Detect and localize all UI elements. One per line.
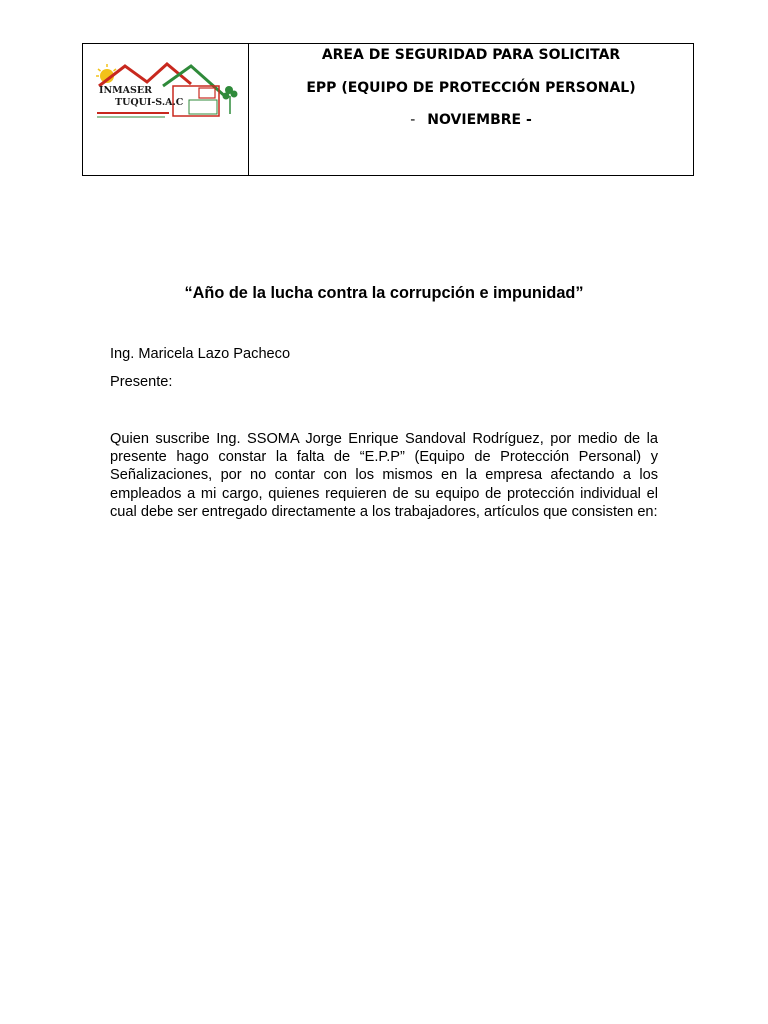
logo-cell xyxy=(83,44,249,175)
letter-body: Quien suscribe Ing. SSOMA Jorge Enrique Sandoval Rodríguez, por medio de la presente hago constar la falta de “E.P.P” (Equipo de Protección Personal) y Señalizaciones, por no contar con los mismos en la empresa afectando a los empleados a mi cargo, quienes requieren de su equipo de protección individual el cual debe ser entregado directamente a los trabajadores, artículos que consisten en: xyxy=(110,431,658,520)
header-month: NOVIEMBRE - xyxy=(427,112,532,128)
addressee: Ing. Maricela Lazo Pacheco xyxy=(110,346,291,362)
header-title-line3 xyxy=(249,111,693,144)
company-logo xyxy=(95,60,239,126)
header-title-line1: AREA DE SEGURIDAD PARA SOLICITAR xyxy=(321,47,621,63)
header-table xyxy=(82,43,694,176)
header-title xyxy=(249,44,693,175)
header-title-dash: - xyxy=(410,112,416,128)
logo-text-line1: INMASER xyxy=(99,85,153,96)
motto: “Año de la lucha contra la corrupción e impunidad” xyxy=(184,284,584,302)
logo-text-line2: TUQUI-S.A.C xyxy=(115,97,184,108)
greeting: Presente: xyxy=(110,374,173,390)
header-title-line2: EPP (EQUIPO DE PROTECCIÓN PERSONAL) xyxy=(306,79,636,96)
tree-icon xyxy=(223,86,238,114)
